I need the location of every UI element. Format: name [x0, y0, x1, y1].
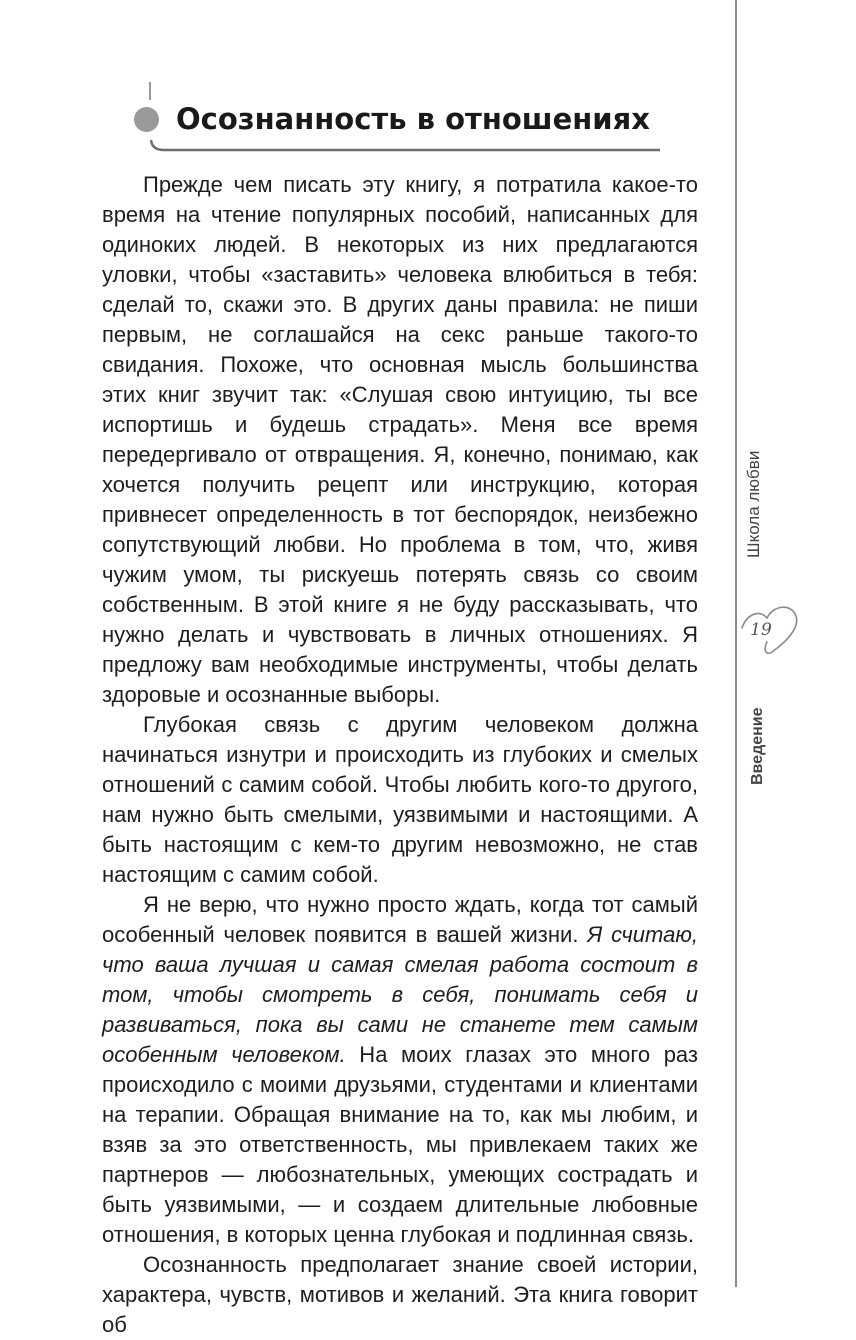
heading-bullet-icon — [134, 107, 159, 132]
section-title: Осознанность в отношениях — [176, 102, 650, 136]
paragraph-4: Осознанность предполагает знание своей истории, характера, чувств, мотивов и желаний. Эта книга говорит об — [102, 1252, 698, 1337]
paragraph-3-start: Я не верю, что нужно просто ждать, когда тот самый особенный человек появится в вашей жизни. — [102, 892, 698, 947]
running-head-book-title: Школа любви — [744, 450, 763, 558]
heading-tick-mark — [149, 82, 151, 100]
paragraph-2: Глубокая связь с другим человеком должна начинаться изнутри и происходить из глубоких и смелых отношений с самим собой. Чтобы любить кого-то другого, нам нужно быть смелыми, уязвимыми и настоящими. А быть настоящим с кем-то другим невозможно, не став настоящим с самим собой. — [102, 712, 698, 887]
paragraph-3-end: На моих глазах это много раз происходило с моими друзьями, студентами и клиентами на терапии. Обращая внимание на то, как мы любим, и взяв за это ответственность, мы привлекаем таких же партнеров — любознательных, умеющих сострадать и быть уязвимыми, — и создаем длительные любовные отношения, в которых ценна глубокая и подлинная связь. — [102, 1042, 699, 1247]
page-number: 19 — [750, 620, 772, 640]
running-head-chapter-title: Введение — [749, 707, 766, 785]
paragraph-1: Прежде чем писать эту книгу, я потратила какое-то время на чтение популярных пособий, написанных для одиноких людей. В некоторых из них предлагаются уловки, чтобы «заставить» человека влюбиться в тебя: сделай то, скажи это. В других даны правила: не пиши первым, не соглашайся на секс раньше такого-то свидания. Похоже, что основная мысль большинства этих книг звучит так: «Слушая свою интуицию, ты все испортишь и будешь страдать». Меня все время передергивало от отвращения. Я, конечно, понимаю, как хочется получить рецепт или инструкцию, которая привнесет определенность в тот беспорядок, неизбежно сопутствующий любви. Но проблема в том, что, живя чужим умом, ты рискуешь потерять связь со своим собственным. В этой книге я не буду рассказывать, что нужно делать и чувствовать в личных отношениях. Я предложу вам необходимые инструменты, чтобы делать здоровые и осознанные выборы. — [102, 172, 698, 707]
heading-underline — [150, 138, 660, 158]
paragraph-3-emphasis: Я считаю, что ваша лучшая и самая смелая работа состоит в том, чтобы смотреть в себя, понимать себя и развиваться, пока вы сами не станете тем самым особенным человеком. — [102, 922, 698, 1067]
body-text — [102, 170, 698, 1340]
paragraph-3 — [102, 890, 698, 1250]
